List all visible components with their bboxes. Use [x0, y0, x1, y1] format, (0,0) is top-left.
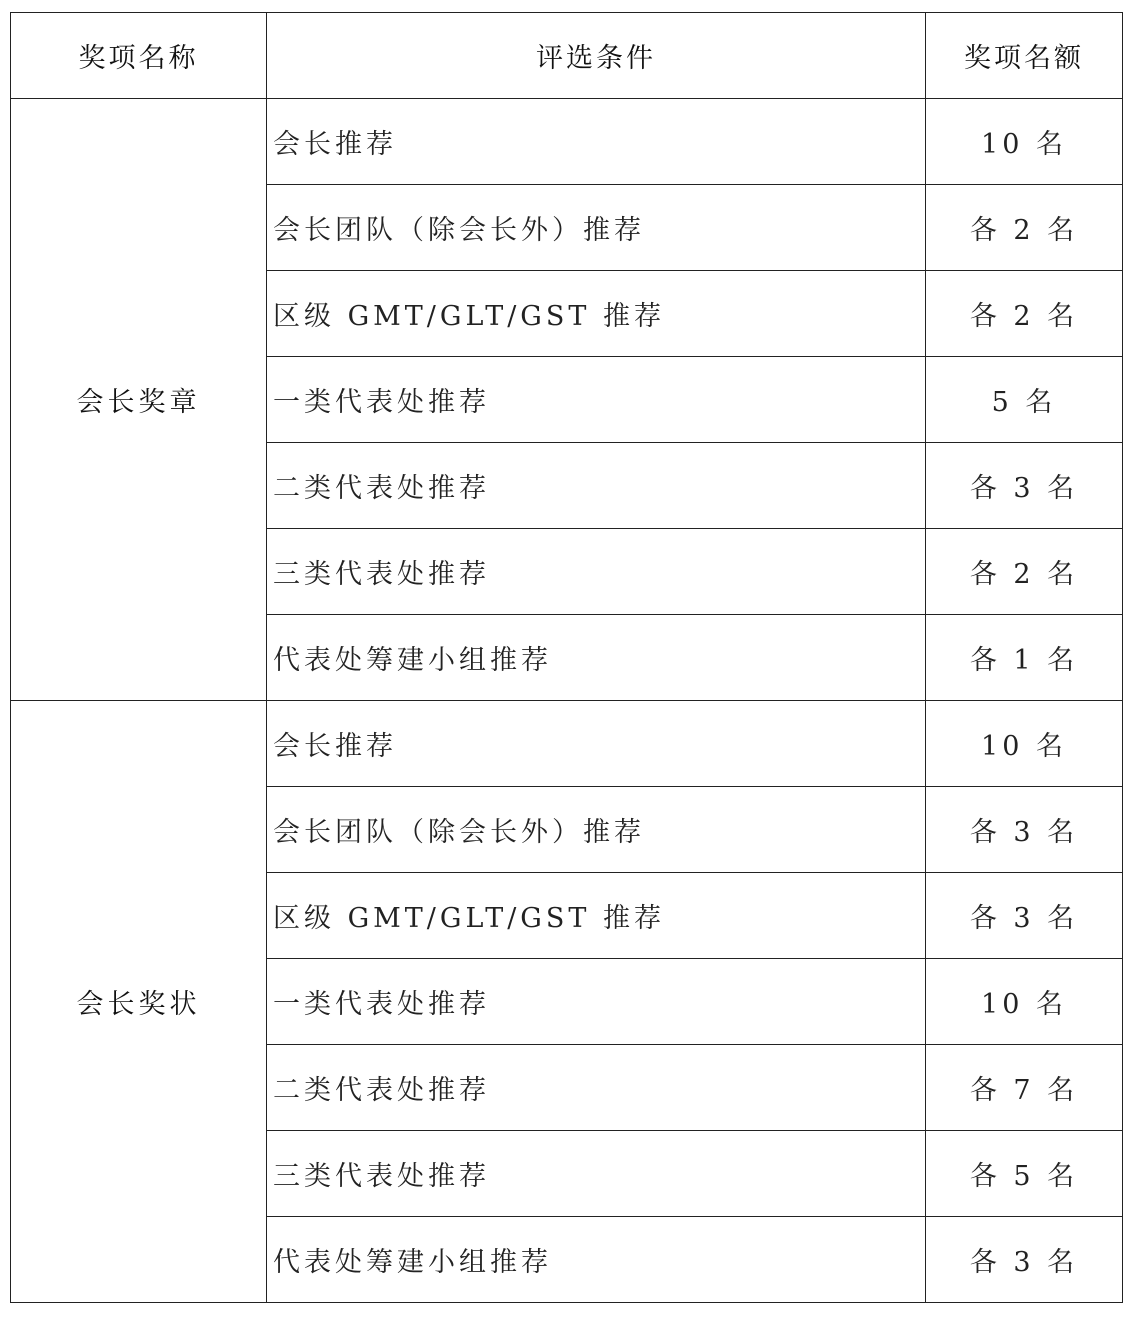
criteria-cell: 三类代表处推荐: [267, 1131, 926, 1217]
quota-cell: 各 3 名: [926, 1217, 1123, 1303]
quota-cell: 10 名: [926, 99, 1123, 185]
quota-cell: 10 名: [926, 701, 1123, 787]
quota-cell: 各 1 名: [926, 615, 1123, 701]
table-row: [11, 701, 1123, 787]
quota-cell: 各 3 名: [926, 873, 1123, 959]
criteria-cell: 代表处筹建小组推荐: [267, 1217, 926, 1303]
criteria-cell: 二类代表处推荐: [267, 443, 926, 529]
quota-cell: 各 3 名: [926, 787, 1123, 873]
quota-cell: 10 名: [926, 959, 1123, 1045]
quota-cell: 各 2 名: [926, 271, 1123, 357]
award-name-cell: 会长奖状: [11, 701, 267, 1303]
header-award-name: 奖项名称: [11, 13, 267, 99]
quota-cell: 5 名: [926, 357, 1123, 443]
criteria-cell: 代表处筹建小组推荐: [267, 615, 926, 701]
criteria-cell: 会长推荐: [267, 99, 926, 185]
criteria-cell: 会长推荐: [267, 701, 926, 787]
quota-cell: 各 5 名: [926, 1131, 1123, 1217]
awards-table: [10, 12, 1123, 1303]
quota-cell: 各 2 名: [926, 529, 1123, 615]
criteria-cell: 会长团队（除会长外）推荐: [267, 185, 926, 271]
criteria-cell: 会长团队（除会长外）推荐: [267, 787, 926, 873]
criteria-cell: 二类代表处推荐: [267, 1045, 926, 1131]
criteria-cell: 区级 GMT/GLT/GST 推荐: [267, 873, 926, 959]
criteria-cell: 一类代表处推荐: [267, 959, 926, 1045]
table-header-row: [11, 13, 1123, 99]
header-quota: 奖项名额: [926, 13, 1123, 99]
quota-cell: 各 3 名: [926, 443, 1123, 529]
quota-cell: 各 2 名: [926, 185, 1123, 271]
quota-cell: 各 7 名: [926, 1045, 1123, 1131]
table-row: [11, 99, 1123, 185]
award-name-cell: 会长奖章: [11, 99, 267, 701]
criteria-cell: 区级 GMT/GLT/GST 推荐: [267, 271, 926, 357]
header-criteria: 评选条件: [267, 13, 926, 99]
criteria-cell: 三类代表处推荐: [267, 529, 926, 615]
criteria-cell: 一类代表处推荐: [267, 357, 926, 443]
